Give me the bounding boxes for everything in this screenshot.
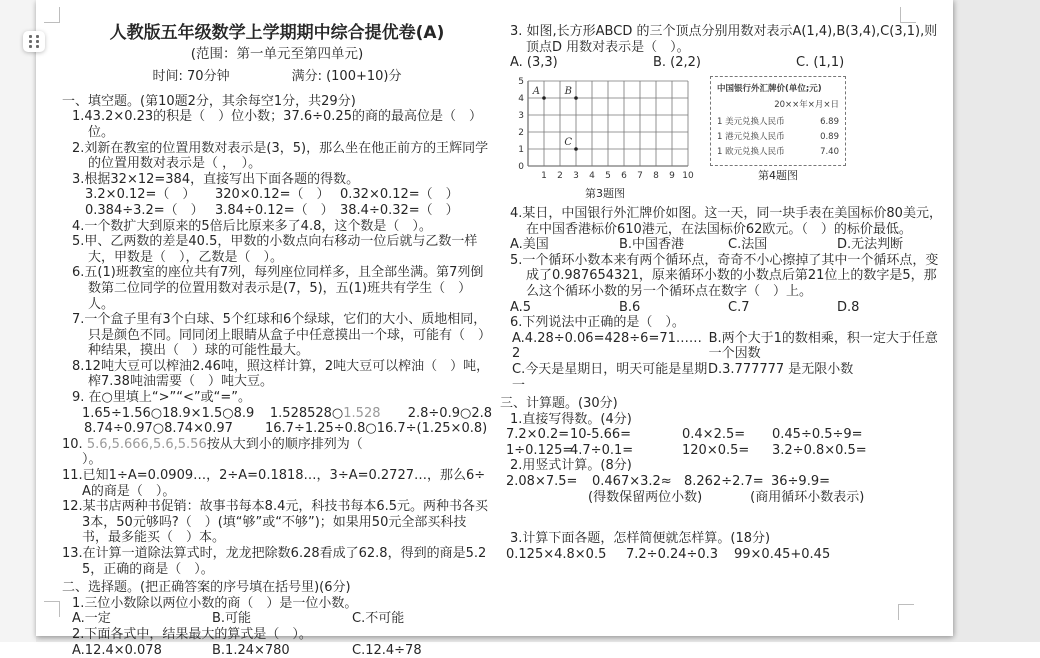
fillin-item-13: 13.在计算一道除法算式时，龙龙把除数6.28看成了62.8，得到的商是5.25，正确的商是（ ）。 bbox=[62, 546, 487, 577]
section-fillin-heading: 一、填空题。(第10题2分，其余每空1分，共29分) bbox=[62, 93, 356, 109]
equation: 16.7÷1.25÷0.8○16.7÷(1.25×0.8) bbox=[265, 421, 488, 437]
option: A.4.28÷0.06=428÷6=71……2 bbox=[512, 330, 702, 362]
choice-item-6: 6.下列说法中正确的是（ ）。 bbox=[510, 315, 685, 331]
exchange-rate-figure bbox=[710, 76, 846, 184]
svg-text:3: 3 bbox=[518, 110, 524, 121]
fillin-item-1: 1.43.2×0.23的积是（ ）位小数；37.6÷0.25的商的最高位是（ ）位。 bbox=[72, 109, 482, 140]
note: (商用循环小数表示) bbox=[750, 489, 865, 505]
svg-text:9: 9 bbox=[669, 170, 675, 181]
equation-row bbox=[84, 421, 492, 437]
svg-text:4: 4 bbox=[589, 170, 595, 181]
svg-text:A: A bbox=[532, 85, 540, 97]
paper-scope: (范围：第一单元至第四单元) bbox=[190, 45, 364, 62]
equation: 0.32×0.12=（ ） bbox=[340, 187, 459, 203]
fillin-item-11: 11.已知1÷A=0.0909…，2÷A=0.1818…，3÷A=0.2727…，那么6÷A的商是（ ）。 bbox=[62, 468, 486, 499]
paper-title: 人教版五年级数学上学期期中综合提优卷(A) bbox=[109, 23, 445, 43]
margin-corner-mark bbox=[898, 604, 914, 620]
equation: 38.4÷0.32=（ ） bbox=[340, 202, 459, 218]
time-label: 时间: 70分钟 bbox=[152, 69, 230, 85]
note: (得数保留两位小数) bbox=[588, 489, 703, 505]
svg-text:1: 1 bbox=[518, 144, 524, 155]
fillin-item-8: 8.12吨大豆可以榨油2.46吨，照这样计算，2吨大豆可以榨油（ ）吨，榨7.38吨油需要（ ）吨大豆。 bbox=[72, 358, 490, 390]
right-column bbox=[500, 0, 946, 562]
equation: 0.384÷3.2=（ ） bbox=[85, 202, 204, 218]
section-calc-heading: 三、计算题。(30分) bbox=[500, 396, 618, 412]
equation: 0.125×4.8×0.5 bbox=[506, 546, 607, 562]
equation: 8.74÷0.97○8.74×0.97 bbox=[84, 421, 233, 437]
fillin-item-10 bbox=[62, 437, 492, 468]
equation: 0.467×3.2≈ bbox=[592, 474, 672, 490]
equation: 8.9×1.5○8.9 bbox=[170, 405, 255, 421]
option: A.一定 bbox=[72, 611, 111, 627]
option: A.5 bbox=[510, 299, 532, 315]
item-number: 10. bbox=[62, 436, 87, 452]
faint-print-text: 1.5̇28̇ bbox=[343, 405, 381, 421]
option: A.12.4×0.078 bbox=[72, 642, 162, 658]
option-row bbox=[72, 643, 492, 658]
equation-row bbox=[506, 474, 946, 490]
six-dot-grid-icon bbox=[29, 35, 39, 48]
equation-row bbox=[85, 187, 492, 203]
calc-sub1-heading: 1.直接写得数。(4分) bbox=[510, 411, 632, 427]
option: C.不可能 bbox=[352, 611, 405, 627]
equation: 120×0.5= bbox=[682, 442, 750, 458]
figure4-caption: 第4题图 bbox=[758, 168, 798, 182]
drag-handle-button[interactable] bbox=[23, 31, 45, 52]
svg-text:0: 0 bbox=[518, 161, 524, 172]
choice-item-2: 2.下面各式中，结果最大的算式是（ ）。 bbox=[72, 626, 312, 642]
svg-text:2: 2 bbox=[557, 170, 563, 181]
choice-item-1: 1.三位小数除以两位小数的商（ ）是一位小数。 bbox=[72, 595, 358, 611]
option-row bbox=[72, 611, 492, 627]
exchange-rate-table bbox=[710, 76, 846, 166]
equation bbox=[270, 406, 408, 422]
svg-text:7: 7 bbox=[637, 170, 643, 181]
svg-text:10: 10 bbox=[682, 170, 694, 181]
svg-text:2: 2 bbox=[518, 127, 524, 138]
option: A. (3,3) bbox=[510, 55, 558, 71]
rate-label: 1 欧元兑换人民币 bbox=[717, 146, 785, 157]
faint-print-text: 5.6,5.666,5.6̇,5.5̇6̇ bbox=[86, 436, 207, 452]
option-row bbox=[512, 362, 946, 393]
equation: 4.7÷0.1= bbox=[570, 442, 634, 458]
left-column bbox=[62, 0, 492, 658]
equation: 7.2×0.2= bbox=[506, 427, 570, 443]
fillin-item-4: 4.一个数扩大到原来的5倍后比原来多了4.8，这个数是（ ）。 bbox=[72, 218, 432, 234]
equation: 1÷0.125= bbox=[506, 442, 574, 458]
rate-row bbox=[717, 130, 839, 145]
choice-item-4: 4.某日，中国银行外汇牌价如图。这一天，同一块手表在美国标价80美元，在中国香港标价610港元，在法国标价62欧元。（ ）的标价最低。 bbox=[510, 205, 942, 237]
equation: 8.262÷2.7= bbox=[684, 474, 764, 490]
option: B.可能 bbox=[212, 611, 252, 627]
option: B.6 bbox=[619, 299, 641, 315]
equation-row bbox=[506, 547, 946, 563]
left-gutter bbox=[0, 0, 36, 642]
item-text: 按从大到小的顺序排列为（ ）。 bbox=[82, 436, 493, 468]
calc-sub2-heading: 2.用竖式计算。(8分) bbox=[510, 458, 632, 474]
equation: 1.65÷1.56○1 bbox=[82, 405, 171, 421]
fillin-item-5: 5.甲、乙两数的差是40.5，甲数的小数点向右移动一位后就与乙数一样大，甲数是（ ），乙数是（ ）。 bbox=[72, 234, 478, 265]
equation: 3.2÷0.8×0.5= bbox=[772, 442, 867, 458]
equation: 10-5.66= bbox=[570, 427, 632, 443]
rate-row bbox=[717, 115, 839, 130]
paper-meta bbox=[62, 69, 492, 85]
fillin-item-9-intro: 9. 在○里填上“>”“<”或“=”。 bbox=[72, 390, 251, 406]
option: D.3.777777 是无限小数 bbox=[708, 361, 854, 377]
coordinate-grid-svg bbox=[514, 76, 696, 180]
equation-part: 1.528528○ bbox=[269, 405, 344, 421]
option: C.12.4÷78 bbox=[352, 642, 422, 658]
option-row bbox=[510, 237, 946, 253]
fillin-item-12: 12.某书店两种书促销：故事书每本8.4元，科技书每本6.5元。两种书各买3本，50元够吗?（ ）(填“够”或“不够”)；如果用50元全部买科技书，最多能买（ ）本。 bbox=[62, 499, 489, 546]
option: C.7 bbox=[728, 299, 750, 315]
equation-row bbox=[82, 406, 492, 422]
equation-row bbox=[506, 443, 946, 459]
option-row bbox=[510, 300, 946, 316]
equation-row bbox=[85, 203, 492, 219]
equation: 2.08×7.5= bbox=[506, 474, 578, 490]
option: C.法国 bbox=[728, 237, 768, 253]
margin-corner-mark bbox=[44, 7, 60, 23]
document-page bbox=[36, 0, 953, 658]
choice-item-5: 5.一个循环小数本来有两个循环点，奇奇不小心擦掉了其中一个循环点，变成了0.987654321，原来循环小数的小数点后第21位上的数字是5，那么这个循环小数的另一个循环点在数字（ ）上。 bbox=[510, 252, 939, 299]
rate-value: 7.40 bbox=[820, 146, 839, 157]
calc-sub3-heading: 3.计算下面各题，怎样简便就怎样算。(18分) bbox=[510, 531, 771, 547]
equation: 36÷9.9= bbox=[771, 474, 831, 490]
option-row bbox=[512, 331, 946, 362]
svg-text:4: 4 bbox=[518, 93, 524, 104]
option-row bbox=[510, 55, 946, 71]
working-space bbox=[500, 505, 946, 531]
svg-text:8: 8 bbox=[653, 170, 659, 181]
svg-text:1: 1 bbox=[541, 170, 547, 181]
margin-corner-mark bbox=[44, 601, 60, 617]
option: C.今天是星期日，明天可能是星期一 bbox=[512, 361, 708, 393]
equation: 2.8÷0.9○2.8 bbox=[407, 405, 492, 421]
svg-text:6: 6 bbox=[621, 170, 627, 181]
rate-label: 1 美元兑换人民币 bbox=[717, 116, 785, 127]
fillin-item-3-intro: 3.根据32×12=384，直接写出下面各题的得数。 bbox=[72, 171, 360, 187]
equation: 99×0.45+0.45 bbox=[734, 546, 831, 562]
fillin-item-2: 2.刘新在教室的位置用数对表示是(3，5)，那么坐在他正前方的王辉同学的位置用数对表示是（ ， ）。 bbox=[72, 140, 489, 172]
figures-row bbox=[514, 76, 946, 202]
svg-text:5: 5 bbox=[518, 76, 524, 87]
rate-row bbox=[717, 145, 839, 160]
option: D.8 bbox=[837, 299, 860, 315]
svg-text:3: 3 bbox=[573, 170, 579, 181]
rate-value: 0.89 bbox=[820, 131, 839, 142]
grid-figure bbox=[514, 76, 696, 202]
equation: 0.4×2.5= bbox=[682, 427, 746, 443]
option: C. (1,1) bbox=[796, 55, 845, 71]
figure3-caption: 第3题图 bbox=[585, 187, 625, 201]
svg-text:C: C bbox=[564, 136, 572, 148]
rate-value: 6.89 bbox=[820, 116, 839, 127]
equation: 7.2÷0.24÷0.3 bbox=[626, 546, 719, 562]
option: B.两个大于1的数相乘，积一定大于任意一个因数 bbox=[708, 330, 938, 362]
equation: 3.2×0.12=（ ） bbox=[85, 187, 196, 203]
equation: 3.84÷0.12=（ ） bbox=[215, 202, 334, 218]
svg-text:5: 5 bbox=[605, 170, 611, 181]
option: D.无法判断 bbox=[837, 237, 904, 253]
option: B. (2,2) bbox=[653, 55, 702, 71]
option: B.1.24×780 bbox=[212, 642, 290, 658]
option: A.美国 bbox=[510, 237, 549, 253]
equation-notes bbox=[500, 490, 946, 506]
svg-text:B: B bbox=[564, 85, 572, 97]
rate-card-date: 20××年×月×日 bbox=[774, 99, 839, 110]
rate-card-title: 中国银行外汇牌价(单位;元) bbox=[717, 83, 822, 94]
equation-row bbox=[506, 427, 946, 443]
fillin-item-7: 7.一个盒子里有3个白球、5个红球和6个绿球，它们的大小、质地相同，只是颜色不同。同同闭上眼睛从盒子中任意摸出一个球，可能有（ ）种结果，摸出（ ）球的可能性最大。 bbox=[72, 312, 492, 359]
score-label: 满分: (100+10)分 bbox=[291, 69, 402, 85]
fillin-item-6: 6.五(1)班教室的座位共有7列，每列座位同样多，且全部坐满。第7列倒数第二位同学的位置用数对表示是(7，5)，五(1)班共有学生（ ）人。 bbox=[72, 265, 484, 312]
option: B.中国香港 bbox=[619, 237, 685, 253]
choice-item-3: 3. 如图,长方形ABCD 的三个顶点分别用数对表示A(1,4),B(3,4),C(3,1),则顶点D 用数对表示是（ ）。 bbox=[510, 24, 938, 55]
equation: 0.45÷0.5÷9= bbox=[772, 427, 863, 443]
rate-label: 1 港元兑换人民币 bbox=[717, 131, 785, 142]
section-choice-heading: 二、选择题。(把正确答案的序号填在括号里)(6分) bbox=[62, 580, 351, 596]
equation: 320×0.12=（ ） bbox=[215, 187, 330, 203]
